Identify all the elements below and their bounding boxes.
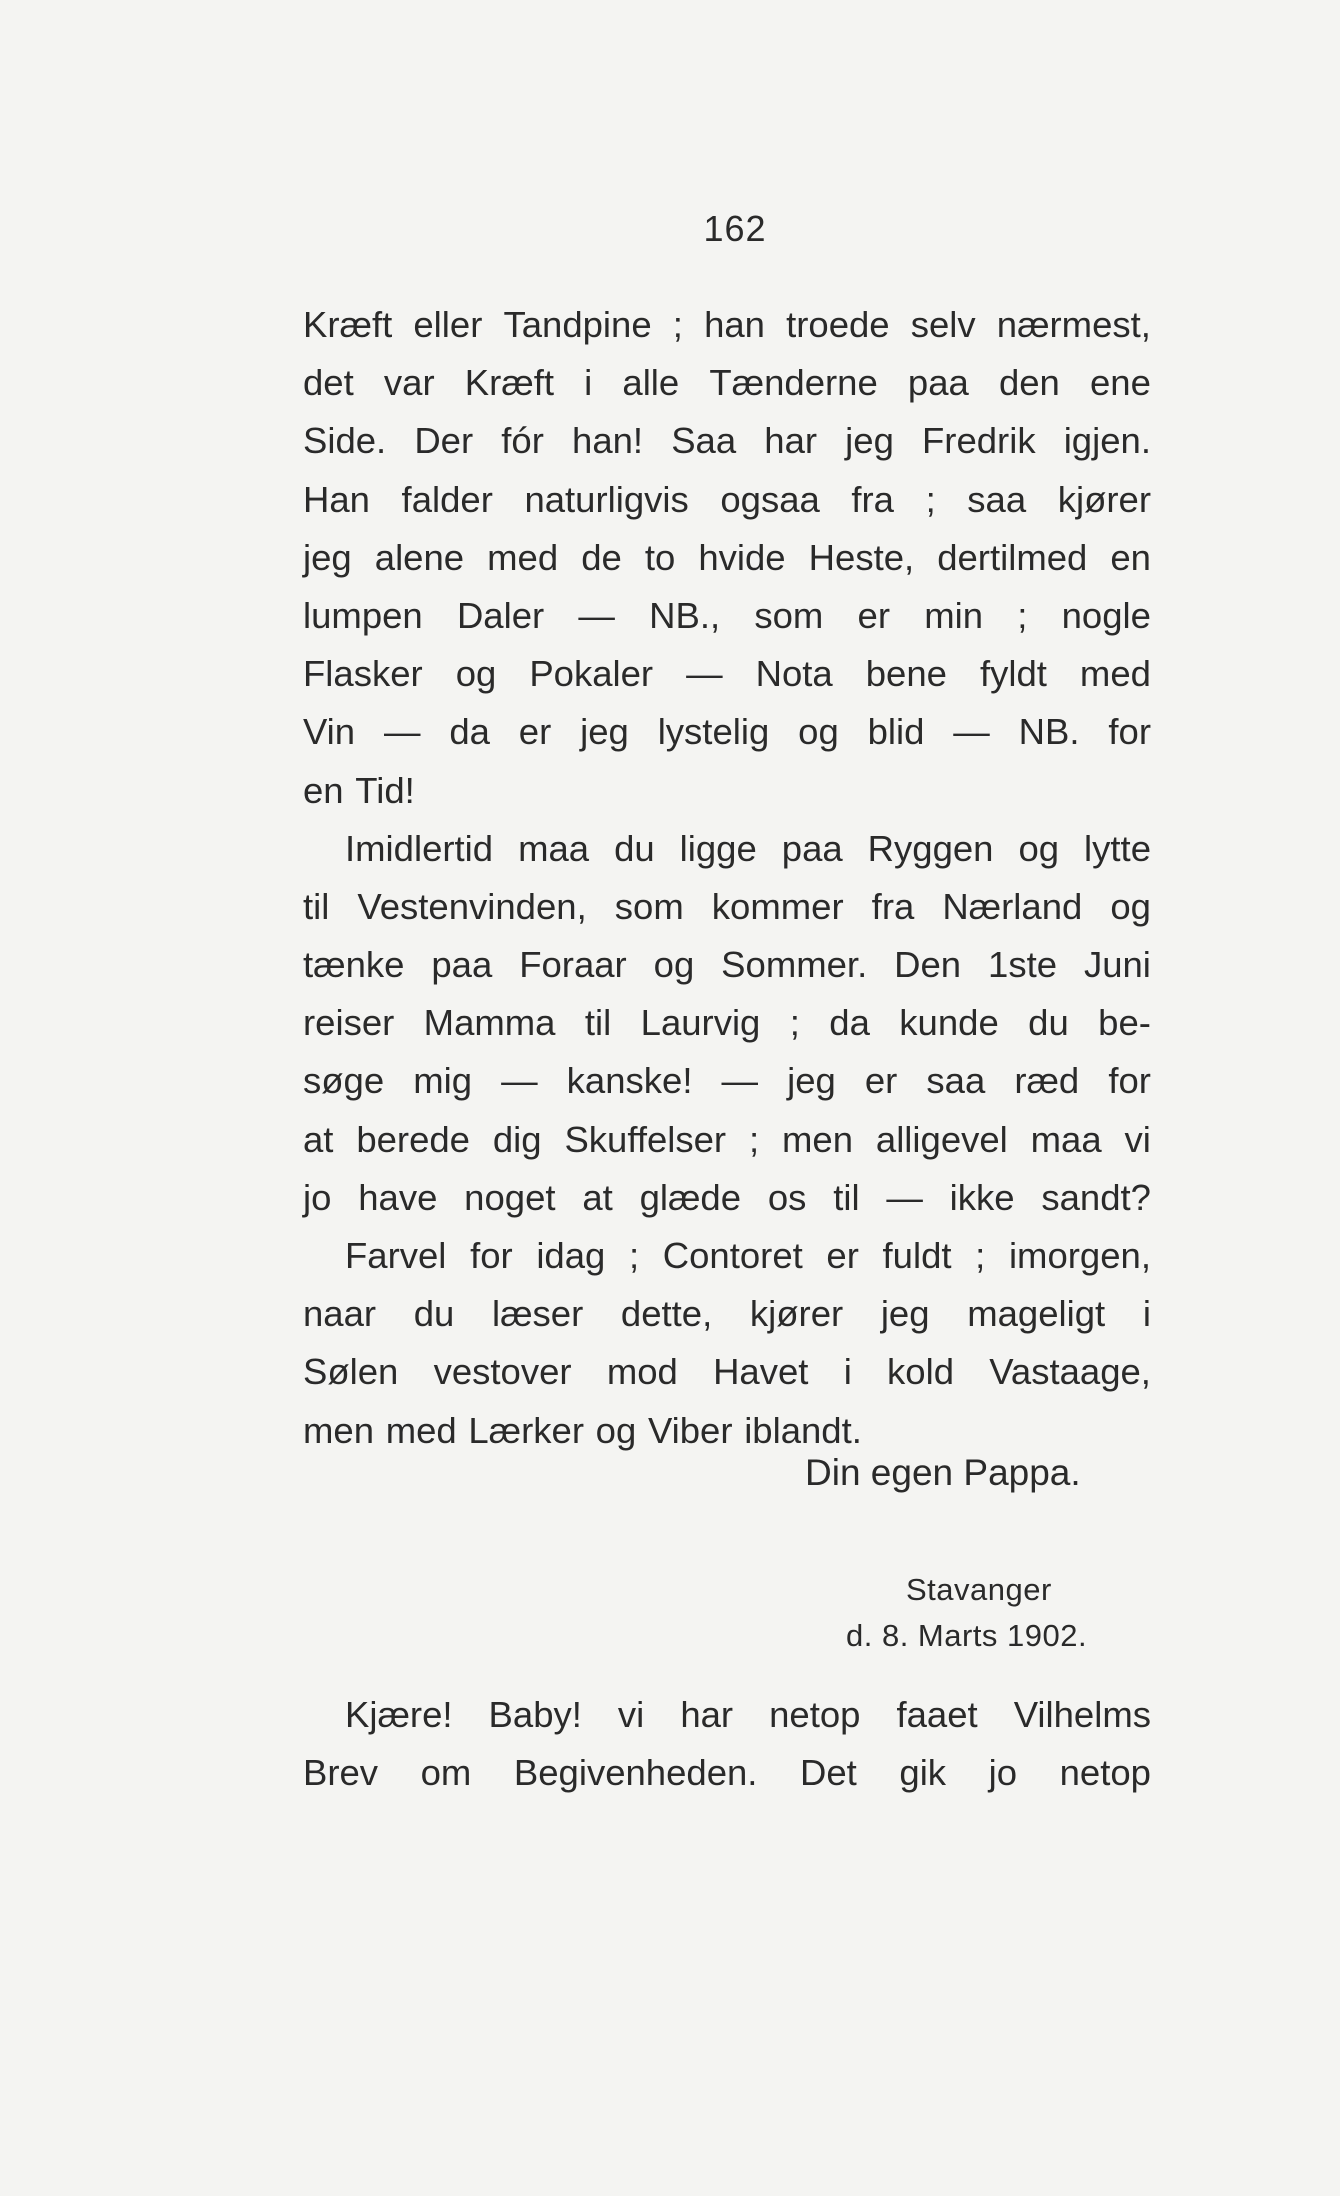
text-line: men med Lærker og Viber iblandt. bbox=[303, 1409, 862, 1451]
text-line: Flasker og Pokaler — Nota bene fyldt med bbox=[303, 653, 1151, 695]
text-line: søge mig — kanske! — jeg er saa ræd for bbox=[303, 1060, 1151, 1102]
text-line: en Tid! bbox=[303, 769, 415, 811]
text-line: Han falder naturligvis ogsaa fra ; saa kjører bbox=[303, 478, 1151, 520]
text-line: Vin — da er jeg lystelig og blid — NB. for bbox=[303, 711, 1151, 753]
text-line: Brev om Begivenheden. Det gik jo netop bbox=[303, 1752, 1151, 1794]
page-number: 162 bbox=[703, 208, 767, 249]
text-line: Kjære! Baby! vi har netop faaet Vilhelms bbox=[345, 1694, 1151, 1735]
letter-text-block bbox=[303, 296, 1151, 1460]
text-line: naar du læser dette, kjører jeg mageligt i bbox=[303, 1293, 1151, 1335]
text-line: reiser Mamma til Laurvig ; da kunde du be- bbox=[303, 1002, 1151, 1044]
letter-date: d. 8. Marts 1902. bbox=[846, 1618, 1088, 1653]
text-line: lumpen Daler — NB., som er min ; nogle bbox=[303, 594, 1151, 636]
text-line: Imidlertid maa du ligge paa Ryggen og lytte bbox=[345, 827, 1151, 869]
text-line: tænke paa Foraar og Sommer. Den 1ste Juni bbox=[303, 944, 1151, 986]
text-line: Farvel for idag ; Contoret er fuldt ; imorgen, bbox=[345, 1235, 1151, 1276]
letter-text-block bbox=[303, 1686, 1151, 1802]
text-line: Sølen vestover mod Havet i kold Vastaage, bbox=[303, 1351, 1151, 1393]
text-line: Kræft eller Tandpine ; han troede selv nærmest, bbox=[303, 304, 1151, 345]
text-line: at berede dig Skuffelser ; men alligevel maa vi bbox=[303, 1118, 1151, 1160]
signature: Din egen Pappa. bbox=[805, 1452, 1081, 1493]
text-line: jo have noget at glæde os til — ikke sandt? bbox=[303, 1176, 1151, 1218]
letter-place: Stavanger bbox=[906, 1572, 1052, 1607]
text-line: til Vestenvinden, som kommer fra Nærland og bbox=[303, 885, 1151, 927]
text-line: det var Kræft i alle Tænderne paa den ene bbox=[303, 362, 1151, 404]
text-line: jeg alene med de to hvide Heste, dertilmed en bbox=[303, 536, 1151, 578]
text-line: Side. Der fór han! Saa har jeg Fredrik igjen. bbox=[303, 420, 1151, 462]
